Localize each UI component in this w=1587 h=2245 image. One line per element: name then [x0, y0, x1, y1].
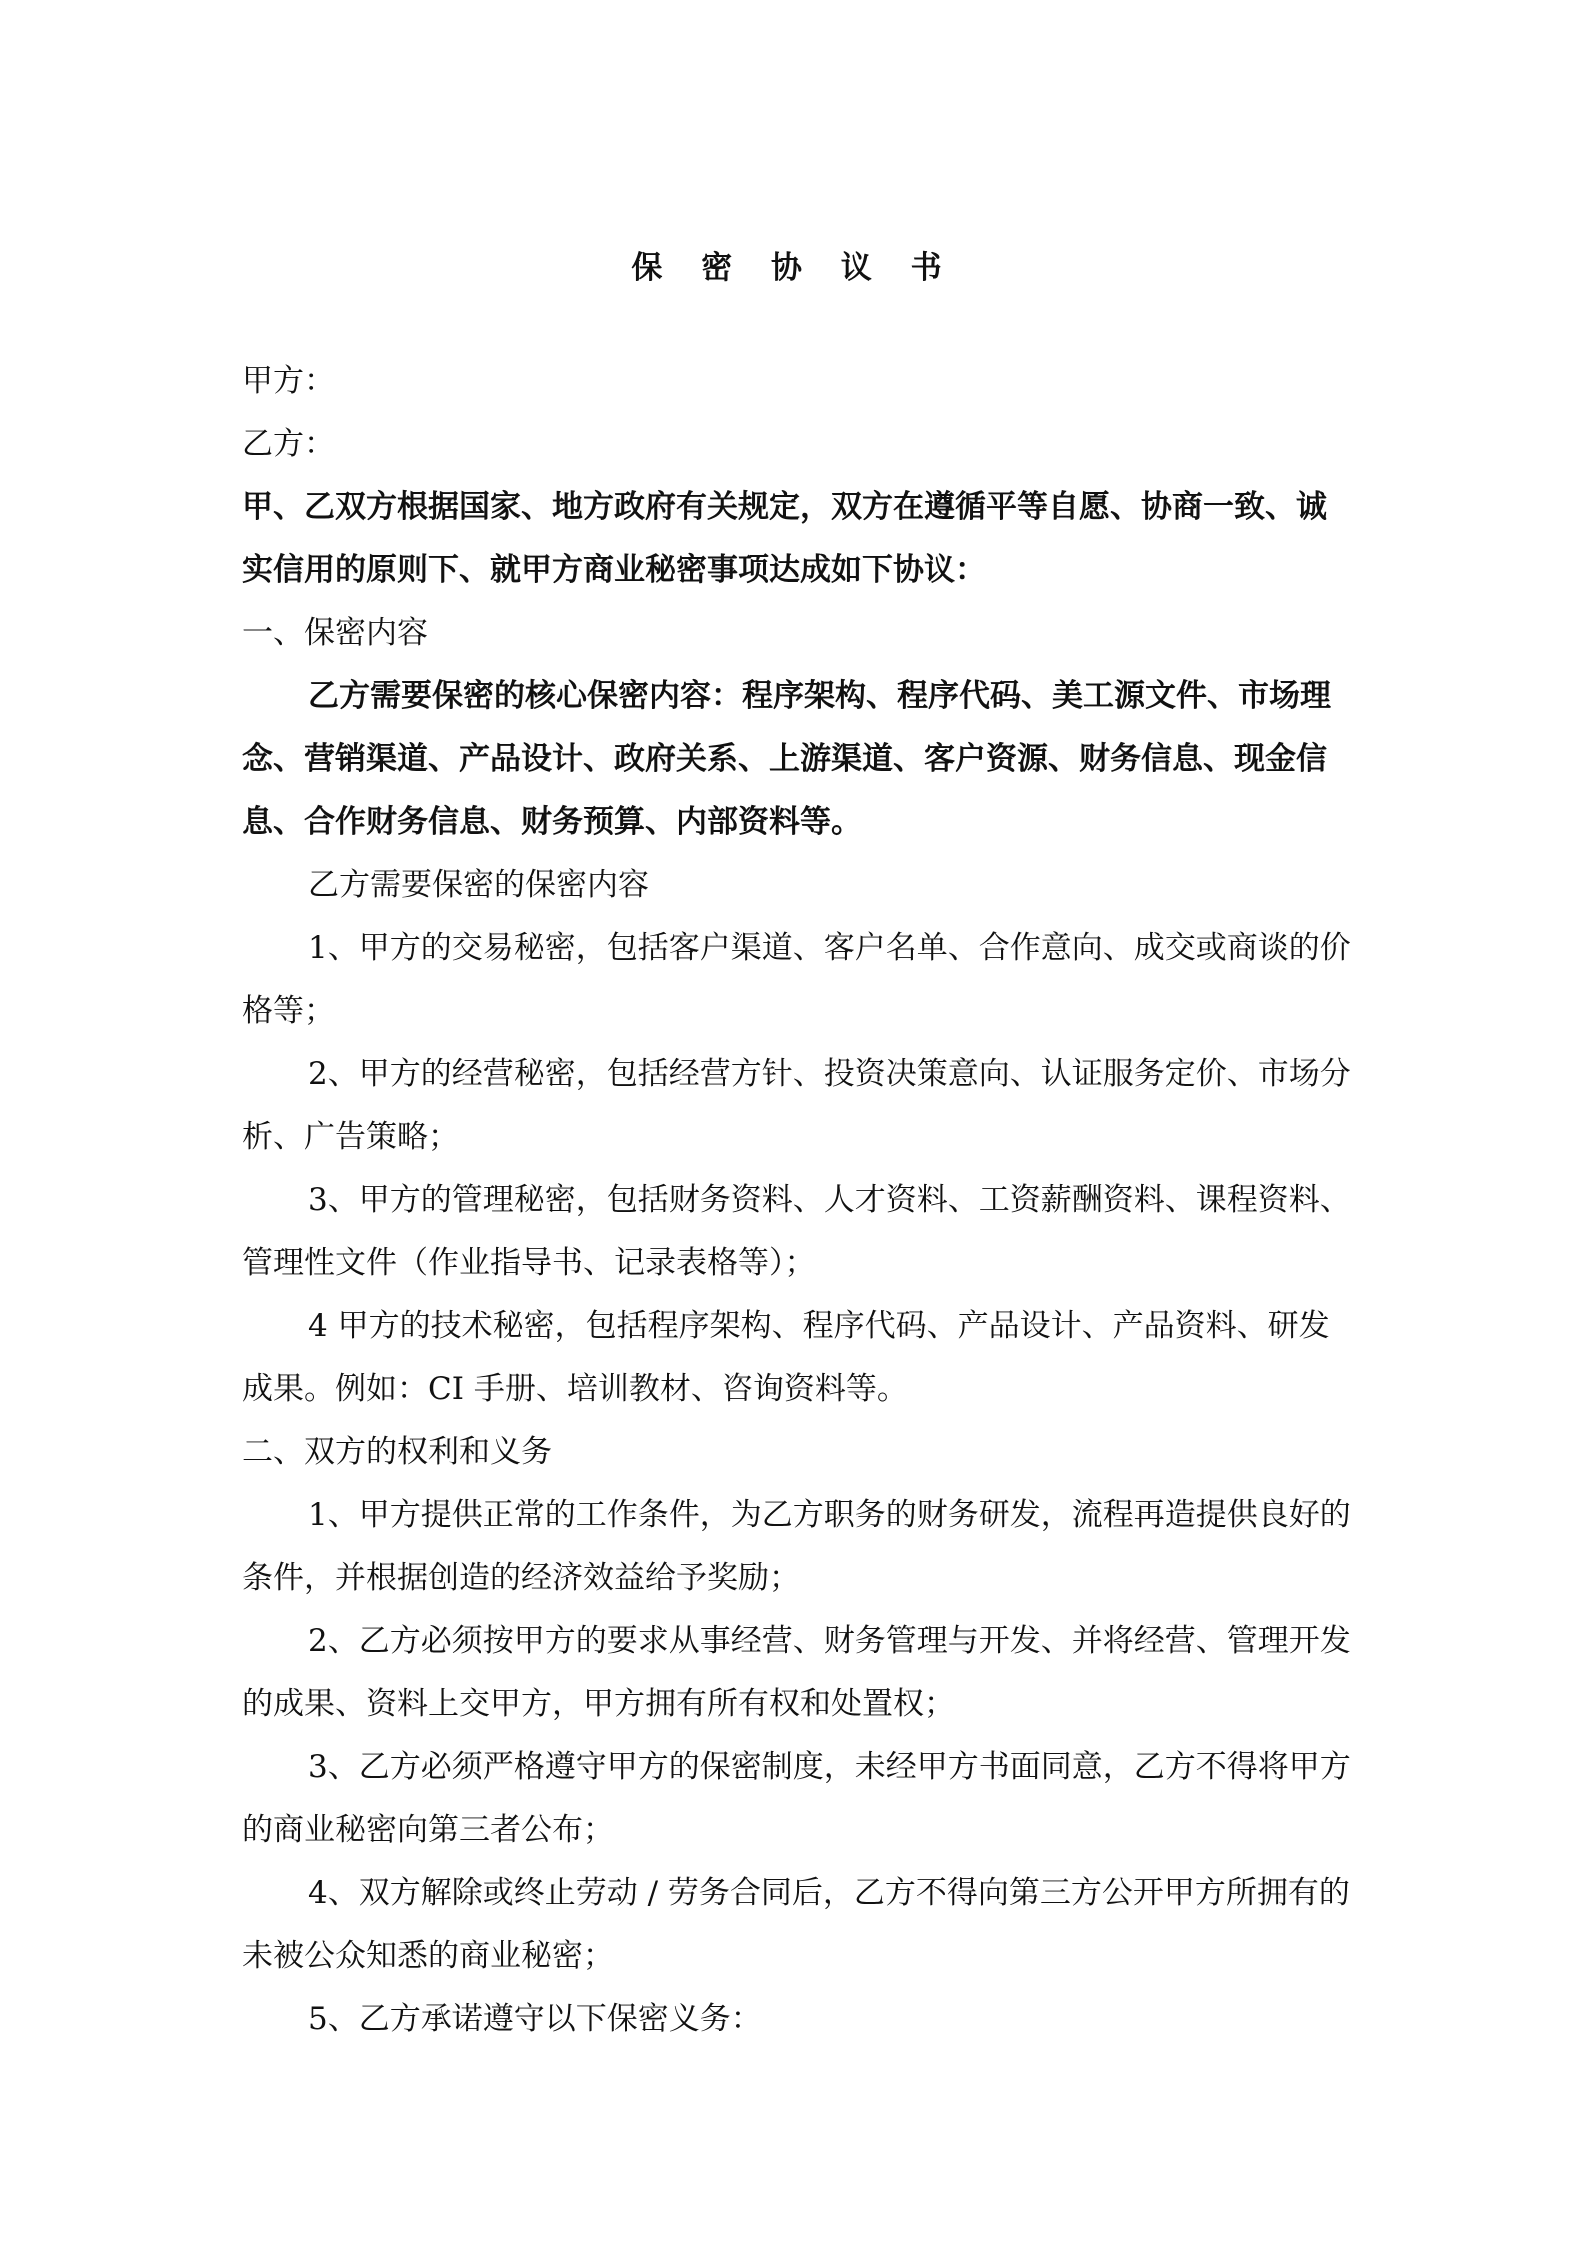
document-body — [242, 350, 1352, 2051]
section-2-item: 3、乙方必须严格遵守甲方的保密制度，未经甲方书面同意，乙方不得将甲方的商业秘密向第三者公布； — [242, 1749, 1351, 1848]
intro-paragraph: 甲、乙双方根据国家、地方政府有关规定，双方在遵循平等自愿、协商一致、诚实信用的原则下、就甲方商业秘密事项达成如下协议： — [242, 489, 1327, 588]
section-2-heading: 二、双方的权利和义务 — [242, 1434, 552, 1470]
party-b-label: 乙方： — [242, 426, 335, 462]
section-2-item: 1、甲方提供正常的工作条件，为乙方职务的财务研发，流程再造提供良好的条件，并根据创造的经济效益给予奖励； — [242, 1497, 1351, 1596]
section-1-item: 1、甲方的交易秘密，包括客户渠道、客户名单、合作意向、成交或商谈的价格等； — [242, 930, 1351, 1029]
section-1-heading: 一、保密内容 — [242, 615, 428, 651]
section-2-item: 4、双方解除或终止劳动 / 劳务合同后，乙方不得向第三方公开甲方所拥有的未被公众知悉的商业秘密； — [242, 1875, 1350, 1974]
section-1-subheading: 乙方需要保密的保密内容 — [308, 867, 649, 903]
section-2-item: 2、乙方必须按甲方的要求从事经营、财务管理与开发、并将经营、管理开发的成果、资料上交甲方，甲方拥有所有权和处置权； — [242, 1623, 1351, 1722]
section-2-item: 5、乙方承诺遵守以下保密义务： — [308, 2001, 762, 2037]
core-content-paragraph: 乙方需要保密的核心保密内容：程序架构、程序代码、美工源文件、市场理念、营销渠道、产品设计、政府关系、上游渠道、客户资源、财务信息、现金信息、合作财务信息、财务预算、内部资料等。 — [242, 678, 1331, 840]
section-1-item: 2、甲方的经营秘密，包括经营方针、投资决策意向、认证服务定价、市场分析、广告策略； — [242, 1056, 1351, 1155]
section-1-item: 4 甲方的技术秘密，包括程序架构、程序代码、产品设计、产品资料、研发成果。例如：CI 手册、培训教材、咨询资料等。 — [242, 1308, 1330, 1407]
document-title: 保 密 协 议 书 — [631, 250, 956, 286]
party-a-label: 甲方： — [242, 363, 335, 399]
section-1-item: 3、甲方的管理秘密，包括财务资料、人才资料、工资薪酬资料、课程资料、管理性文件（作业指导书、记录表格等）； — [242, 1182, 1351, 1281]
